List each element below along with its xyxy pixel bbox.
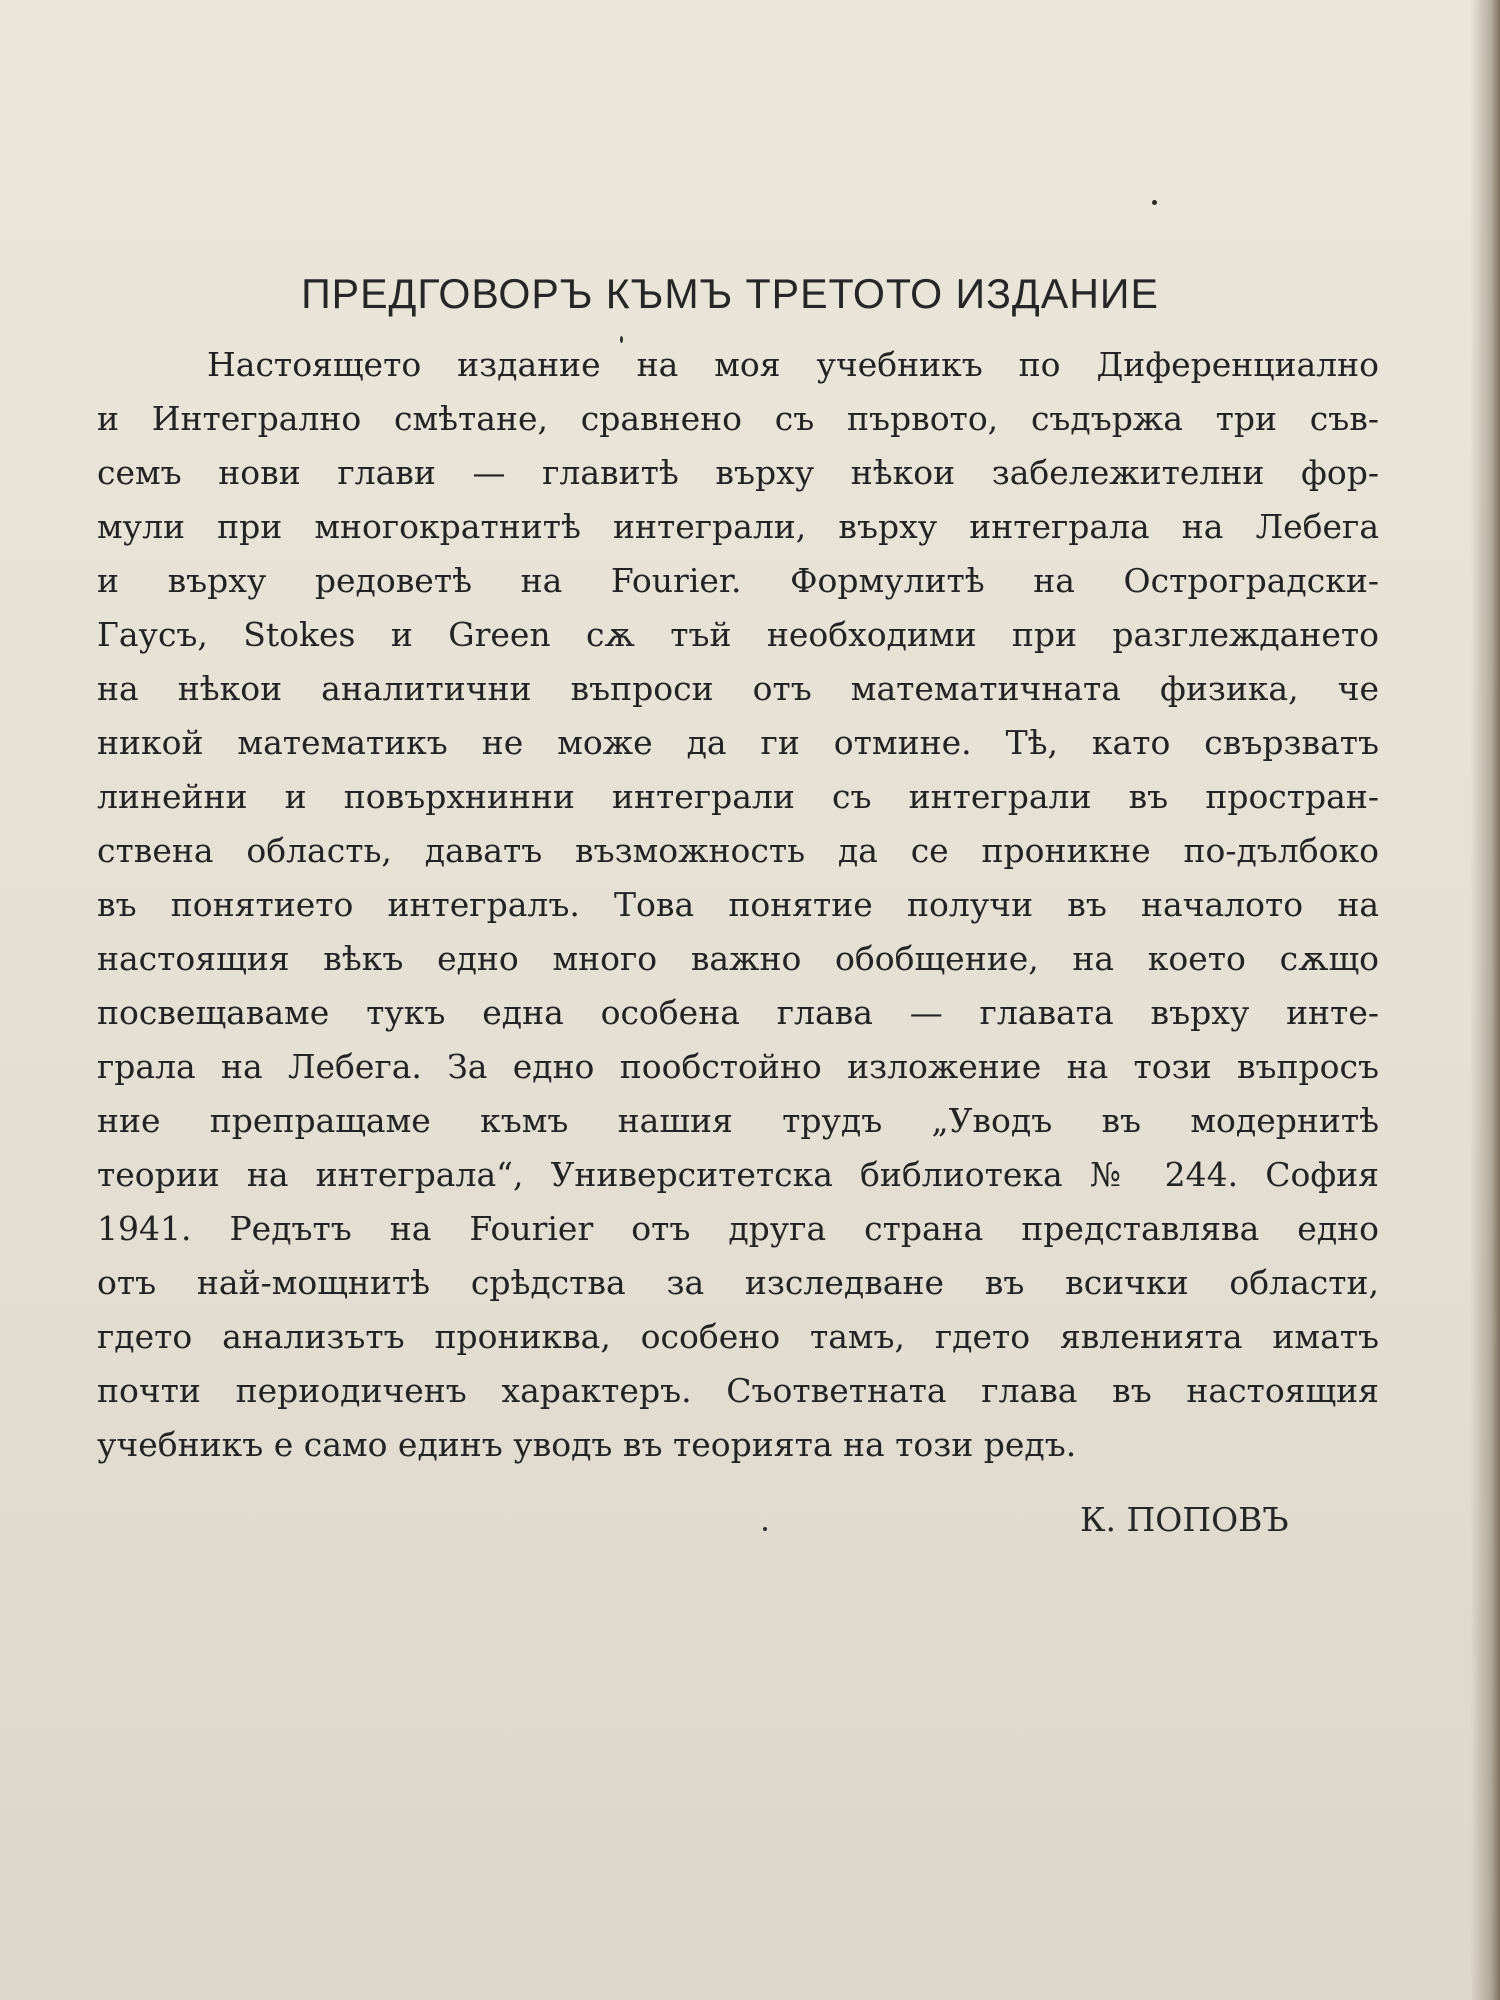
text-line: теории на интеграла“, Университетска библиотека № 244. София — [97, 1155, 1379, 1194]
text-line: и върху редоветѣ на Fourier. Формулитѣ на Остроградски- — [97, 561, 1379, 600]
text-line: Гаусъ, Stokes и Green сѫ тъй необходими при разглеждането — [97, 615, 1379, 654]
text-line: ствена область, даватъ възможность да се проникне по-дълбоко — [97, 831, 1379, 870]
text-line: Настоящето издание на моя учебникъ по Диференциално — [207, 345, 1379, 384]
text-line: настоящия вѣкъ едно много важно обобщение, на което сѫщо — [97, 939, 1379, 978]
author-signature: К. ПОПОВЪ — [1080, 1500, 1289, 1539]
ink-speck — [763, 1527, 767, 1531]
text-line: семъ нови глави — главитѣ върху нѣкои забележителни фор- — [97, 453, 1379, 492]
ink-speck — [1152, 200, 1157, 205]
text-line: и Интегрално смѣтане, сравнено съ първото, съдържа три съв- — [97, 399, 1379, 438]
text-line: линейни и повърхнинни интеграли съ интеграли въ простран- — [97, 777, 1379, 816]
preface-text — [97, 338, 1379, 1472]
text-line: почти периодиченъ характеръ. Съответната глава въ настоящия — [97, 1371, 1379, 1410]
text-line: 1941. Редътъ на Fourier отъ друга страна представлява едно — [97, 1209, 1379, 1248]
text-line: отъ най-мощнитѣ срѣдства за изследване въ всички области, — [97, 1263, 1379, 1302]
text-line: посвещаваме тукъ една особена глава — главата върху инте- — [97, 993, 1379, 1032]
text-line: на нѣкои аналитични въпроси отъ математичната физика, че — [97, 669, 1379, 708]
page-edge-shadow — [1470, 0, 1500, 2000]
text-line: ние препращаме къмъ нашия трудъ „Уводъ въ модернитѣ — [97, 1101, 1379, 1140]
text-line: никой математикъ не може да ги отмине. Тѣ, като свързватъ — [97, 723, 1379, 762]
text-line: грала на Лебега. За едно пообстойно изложение на този въпросъ — [97, 1047, 1379, 1086]
page-title: ПРЕДГОВОРЪ КЪМЪ ТРЕТОТО ИЗДАНИЕ — [301, 270, 1159, 317]
text-line: мули при многократнитѣ интеграли, върху интеграла на Лебега — [97, 507, 1379, 546]
text-line: въ понятието интегралъ. Това понятие получи въ началото на — [97, 885, 1379, 924]
text-line: гдето анализътъ прониква, особено тамъ, гдето явленията иматъ — [97, 1317, 1379, 1356]
text-line: учебникъ е само единъ уводъ въ теорията на този редъ. — [97, 1425, 1077, 1464]
